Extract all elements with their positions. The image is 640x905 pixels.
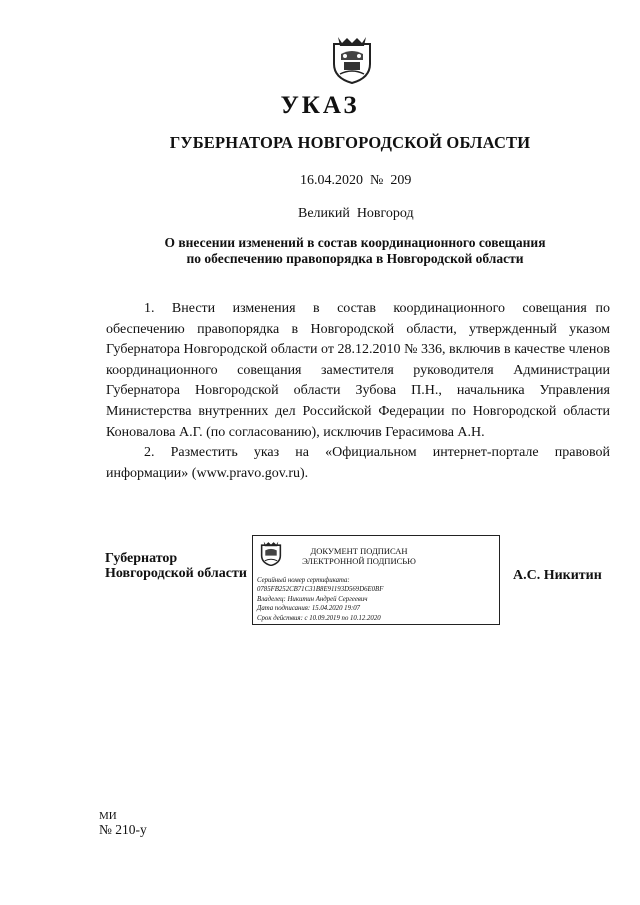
stamp-heading-line-1: ДОКУМЕНТ ПОДПИСАН [310,546,408,556]
certificate-validity: Срок действия: с 10.09.2019 по 10.12.2020 [257,614,381,622]
electronic-signature-stamp [252,535,500,625]
title-line-2: по обеспечению правопорядка в Новгородской области [186,251,524,266]
signatory-position [105,551,247,581]
number-sign: № [370,173,384,188]
document-title [120,235,590,267]
paragraph-2: 2. Разместить указ на «Официальном интернет-портале правовой информации» (www.pravo.gov.ru). [106,445,610,481]
document-body [106,299,614,484]
stamp-heading [289,546,429,566]
position-line-2: Новгородской области [105,566,247,581]
reference-number: № 210-у [99,822,147,837]
certificate-number: 0785FB252CB71C31B8E91193D569D6E0BF [257,586,384,594]
stamp-certificate-info [257,576,383,623]
title-line-1: О внесении изменений в состав координационного совещания [164,235,546,250]
executor-initials: МИ [99,810,117,822]
stamp-coat-of-arms-icon [259,540,283,566]
coat-of-arms-icon [330,34,374,84]
paragraph-1: 1. Внести изменения в состав координационного совещания по обеспечению правопорядка в Новгородской области, утвержденный указом Губернатора Новгородской области от 28.12.2010 № 336, включив в качестве членов координационного совещания заместителя руководителя Администрации Губернатора Новгородской области Зубова П.Н., начальника Управления Министерства внутренних дел Российской Федерации по Новгородской области Коновалова А.Г. (по согласованию), исключив Герасимова А.Н. [106,301,614,440]
document-date: 16.04.2020 [300,173,363,188]
signer-name: А.С. Никитин [513,568,602,583]
city: Великий Новгород [298,206,414,221]
signing-date: Дата подписания: 15.04.2020 19:07 [257,605,361,613]
issuer-title: ГУБЕРНАТОРА НОВГОРОДСКОЙ ОБЛАСТИ [169,133,531,152]
footer-reference [99,809,147,837]
certificate-owner: Владелец: Никитин Андрей Сергеевич [257,595,368,603]
certificate-label: Серийный номер сертификата: [257,577,350,584]
date-number-line [300,173,411,189]
document-number: 209 [390,173,412,188]
document-type: УКАЗ [280,92,360,119]
position-line-1: Губернатор [105,551,178,566]
stamp-heading-line-2: ЭЛЕКТРОННОЙ ПОДПИСЬЮ [302,556,416,566]
